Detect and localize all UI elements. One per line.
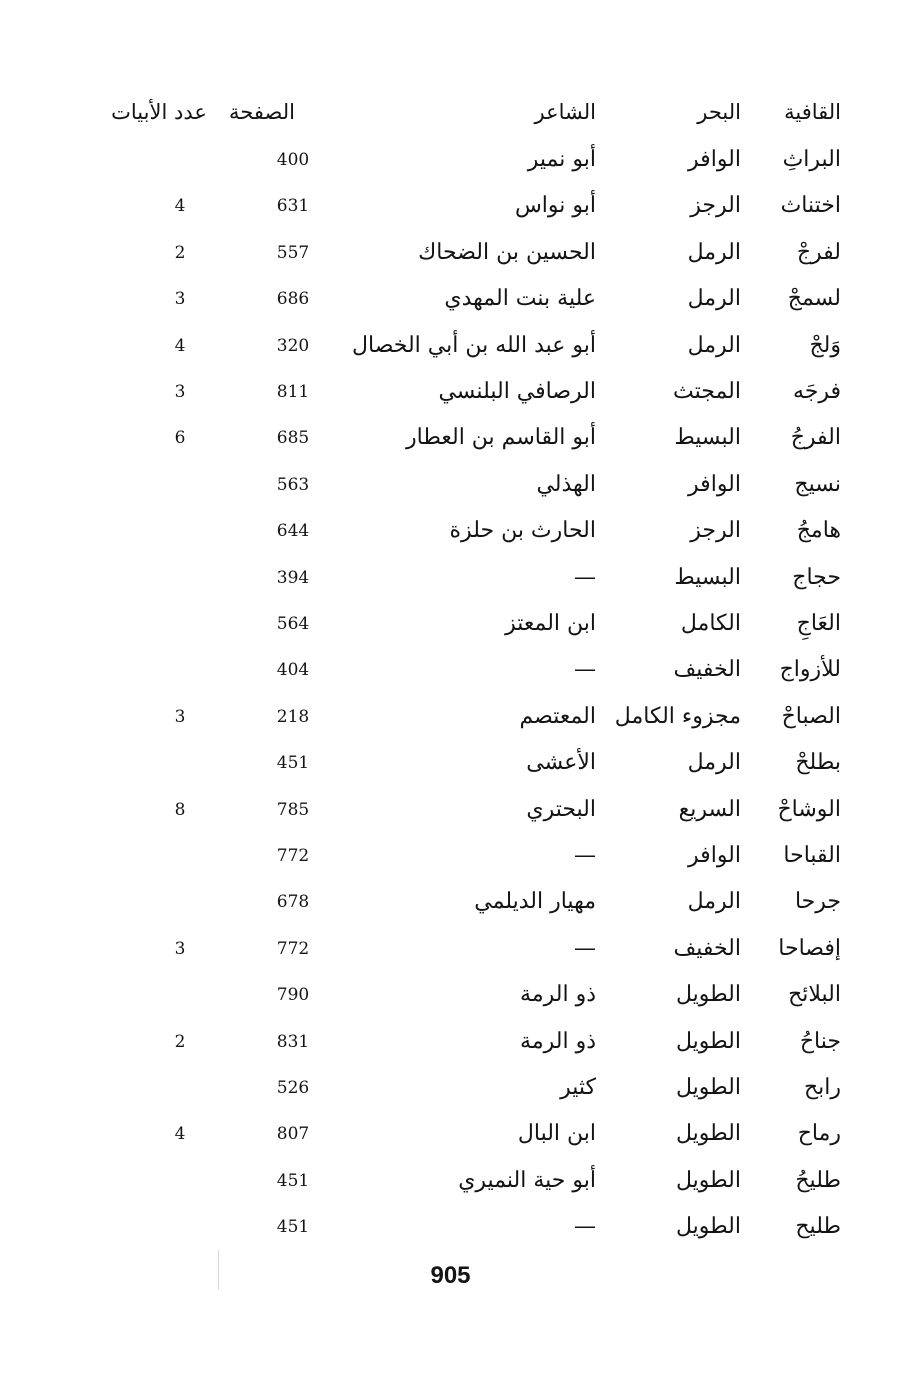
cell-page: 678 <box>276 892 310 913</box>
cell-poet: أبو القاسم بن العطار <box>406 425 596 451</box>
table-row <box>0 836 901 876</box>
cell-meter: الطويل <box>675 1028 741 1054</box>
cell-rhyme: الوشاحْ <box>777 796 841 822</box>
cell-meter: الرمل <box>687 286 741 312</box>
cell-poet: مهيار الديلمي <box>474 889 596 915</box>
cell-meter: الطويل <box>675 1121 741 1147</box>
cell-rhyme: طليحُ <box>795 1167 841 1193</box>
header-page: الصفحة <box>229 100 295 124</box>
cell-poet: أبو عبد الله بن أبي الخصال <box>352 332 596 358</box>
cell-meter: الوافر <box>688 471 741 497</box>
cell-rhyme: العَاجِ <box>796 611 841 636</box>
cell-rhyme: البراثِ <box>782 147 841 172</box>
cell-rhyme: رماح <box>797 1121 841 1147</box>
table-row <box>0 697 901 737</box>
cell-count: 3 <box>174 938 186 959</box>
cell-page: 831 <box>276 1031 310 1052</box>
cell-rhyme: فرجَه <box>792 379 841 404</box>
cell-poet: علية بنت المهدي <box>444 286 596 312</box>
page-number: 905 <box>430 1262 471 1289</box>
cell-rhyme: هامجُ <box>796 518 841 544</box>
table-row <box>0 975 901 1015</box>
cell-page: 218 <box>276 706 310 727</box>
cell-count: 3 <box>174 382 186 402</box>
cell-count: 4 <box>174 196 186 217</box>
table-row <box>0 558 901 598</box>
cell-poet: أبو حية النميري <box>458 1167 596 1193</box>
table-row <box>0 233 901 273</box>
cell-poet: ذو الرمة <box>520 982 596 1008</box>
table-row <box>0 186 901 226</box>
cell-poet: الرصافي البلنسي <box>438 379 596 404</box>
cell-meter: الرمل <box>687 889 741 915</box>
cell-count: 3 <box>174 706 186 727</box>
cell-meter: الخفيف <box>673 657 741 683</box>
cell-poet: الحارث بن حلزة <box>449 518 596 544</box>
cell-page: 644 <box>276 521 310 542</box>
cell-rhyme: نسيج <box>794 471 841 497</box>
cell-count: 2 <box>174 242 186 263</box>
table-row <box>0 790 901 830</box>
cell-poet: ابن المعتز <box>505 611 596 636</box>
table-row <box>0 279 901 319</box>
cell-count: 8 <box>174 799 186 820</box>
cell-page: 785 <box>276 799 310 820</box>
cell-meter: الرمل <box>687 239 741 265</box>
cell-page: 563 <box>276 474 310 495</box>
cell-poet: الهذلي <box>536 471 596 497</box>
table-row <box>0 1068 901 1108</box>
cell-count: 2 <box>174 1031 186 1052</box>
table-row <box>0 465 901 505</box>
cell-poet: — <box>574 1214 596 1240</box>
cell-meter: الرجز <box>690 193 741 219</box>
cell-page: 451 <box>276 1217 310 1238</box>
cell-meter: الرمل <box>687 332 741 358</box>
cell-page: 394 <box>276 567 310 588</box>
cell-page: 807 <box>276 1124 310 1145</box>
header-rhyme: القافية <box>784 100 841 124</box>
cell-poet: الأعشى <box>526 750 596 776</box>
cell-rhyme: جناحُ <box>799 1028 841 1054</box>
table-row <box>0 743 901 783</box>
cell-poet: المعتصم <box>519 703 596 729</box>
cell-poet: — <box>574 564 596 590</box>
cell-count: 6 <box>174 428 186 449</box>
cell-meter: الكامل <box>680 611 741 636</box>
header-count: عدد الأبيات <box>111 100 207 124</box>
table-row <box>0 140 901 180</box>
cell-rhyme: حجاج <box>792 564 841 590</box>
cell-page: 404 <box>276 660 310 681</box>
cell-page: 631 <box>276 196 310 217</box>
cell-meter: الخفيف <box>673 935 741 961</box>
cell-rhyme: القباحا <box>783 843 841 868</box>
cell-count: 4 <box>174 1124 186 1145</box>
cell-page: 526 <box>276 1078 310 1098</box>
cell-page: 400 <box>276 150 310 170</box>
cell-rhyme: طليح <box>795 1214 841 1240</box>
cell-rhyme: بطلحْ <box>795 750 841 776</box>
cell-page: 320 <box>276 335 310 356</box>
cell-page: 811 <box>276 382 310 402</box>
cell-rhyme: الفرجُ <box>790 425 841 451</box>
table-row <box>0 882 901 922</box>
cell-meter: الرجز <box>690 518 741 544</box>
cell-rhyme: جرحا <box>794 889 841 915</box>
cell-meter: السريع <box>678 796 741 822</box>
table-row <box>0 1114 901 1154</box>
cell-page: 451 <box>276 753 310 774</box>
header-meter: البحر <box>697 100 741 124</box>
cell-meter: البسيط <box>674 425 741 451</box>
cell-page: 557 <box>276 242 310 263</box>
cell-poet: ابن البال <box>517 1121 596 1147</box>
cell-meter: البسيط <box>674 564 741 590</box>
table-row <box>0 650 901 690</box>
cell-rhyme: وَلجْ <box>809 332 841 358</box>
table-row <box>0 1022 901 1062</box>
cell-poet: — <box>574 657 596 683</box>
cell-poet: أبو نواس <box>514 193 596 219</box>
cell-page: 686 <box>276 289 310 310</box>
cell-rhyme: لسمجْ <box>787 286 841 312</box>
table-row <box>0 372 901 412</box>
header-poet: الشاعر <box>534 100 596 124</box>
cell-page: 564 <box>276 614 310 634</box>
table-row <box>0 1207 901 1247</box>
cell-rhyme: البلائح <box>788 982 841 1008</box>
cell-meter: المجتث <box>673 379 741 404</box>
cell-meter: الطويل <box>675 1167 741 1193</box>
cell-page: 772 <box>276 938 310 959</box>
cell-rhyme: رابح <box>803 1075 841 1100</box>
table-row <box>0 418 901 458</box>
cell-meter: الطويل <box>675 982 741 1008</box>
cell-rhyme: اختناث <box>780 193 841 219</box>
table-row <box>0 604 901 644</box>
table-row <box>0 929 901 969</box>
table-row <box>0 1161 901 1201</box>
table-row <box>0 326 901 366</box>
cell-meter: الوافر <box>688 147 741 172</box>
table-row <box>0 511 901 551</box>
cell-poet: كثير <box>560 1075 596 1100</box>
cell-count: 4 <box>174 335 186 356</box>
cell-rhyme: إفصاحا <box>778 935 841 961</box>
cell-page: 685 <box>276 428 310 449</box>
cell-page: 772 <box>276 846 310 866</box>
cell-meter: الطويل <box>675 1075 741 1100</box>
cell-rhyme: لفرجْ <box>796 239 841 265</box>
cell-meter: الوافر <box>688 843 741 868</box>
cell-poet: أبو نمير <box>527 147 596 172</box>
cell-page: 451 <box>276 1170 310 1191</box>
cell-rhyme: للأزواج <box>779 657 841 683</box>
cell-meter: مجزوء الكامل <box>614 703 741 729</box>
cell-poet: — <box>574 935 596 961</box>
cell-meter: الرمل <box>687 750 741 776</box>
cell-meter: الطويل <box>675 1214 741 1240</box>
cell-poet: ذو الرمة <box>520 1028 596 1054</box>
cell-count: 3 <box>174 289 186 310</box>
cell-rhyme: الصباحْ <box>781 703 841 729</box>
cell-poet: — <box>574 843 596 868</box>
cell-page: 790 <box>276 985 310 1006</box>
table-header <box>0 92 901 132</box>
cell-poet: البحتري <box>526 796 596 822</box>
cell-poet: الحسين بن الضحاك <box>418 239 596 265</box>
